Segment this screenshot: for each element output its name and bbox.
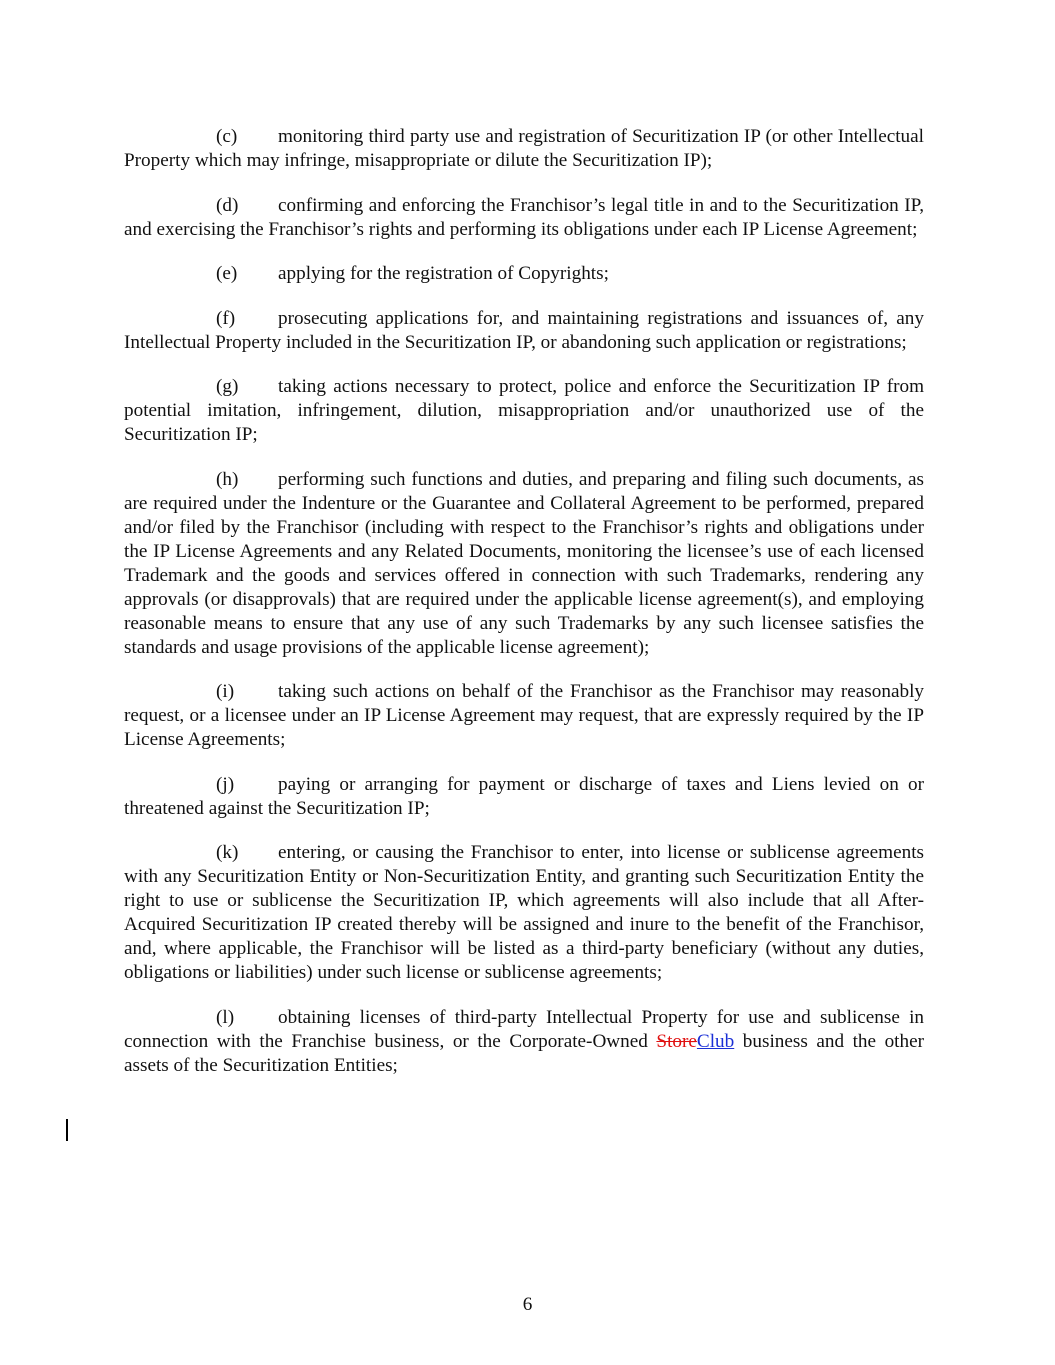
clause-text: monitoring third party use and registration of Securitization IP (or other Intellectual Property which may infringe, misappropriate or dilute the Securitization IP); [124,126,924,171]
clause-label: (l) [216,1006,235,1028]
page-number: 6 [522,1294,533,1315]
document-page [124,125,924,1098]
clause-label: (h) [216,468,239,490]
clause-text: applying for the registration of Copyrights; [278,263,609,284]
deleted-text: Store [656,1030,697,1052]
clause-label: (j) [216,773,235,795]
clause-f [124,307,924,355]
clause-j [124,773,924,821]
revision-change-bar [66,1119,68,1141]
clause-label: (c) [216,126,238,147]
clause-text: paying or arranging for payment or discharge of taxes and Liens levied on or threatened against the Securitization IP; [124,773,924,819]
clause-l [124,1006,924,1078]
clause-c [124,125,924,173]
clause-e [124,262,924,286]
clause-label: (k) [216,842,239,863]
clause-label: (f) [216,307,236,329]
clause-label: (e) [216,263,238,284]
clause-text-before: obtaining licenses of third-party Intellectual Property for use and sublicense in connection with the Franchise business, or the Corporate-Owned [124,1006,924,1052]
clause-text-after: business and the other assets of the Securitization Entities; [124,1030,924,1076]
clause-text: taking such actions on behalf of the Franchisor as the Franchisor may reasonably request, or a licensee under an IP License Agreement may request, that are expressly required by the IP License Agreements; [124,681,924,750]
inserted-text: Club [696,1030,735,1052]
clause-text: entering, or causing the Franchisor to enter, into license or sublicense agreements with any Securitization Entity or Non-Securitization Entity, and granting such Securitization Entity the right to use or sublicense the Securitization IP, which agreements will also include that all After-Acquired Securitization IP created thereby will be assigned and inure to the benefit of the Franchisor, and, where applicable, the Franchisor will be listed as a third-party beneficiary (without any duties, obligations or liabilities) under such license or sublicense agreements; [124,842,924,983]
clause-i [124,680,924,752]
clause-label: (d) [216,194,239,216]
clause-text: prosecuting applications for, and maintaining registrations and issuances of, any Intellectual Property included in the Securitization IP, or abandoning such application or registrations; [124,307,924,353]
clause-text: confirming and enforcing the Franchisor’s legal title in and to the Securitization IP, and exercising the Franchisor’s rights and performing its obligations under each IP License Agreement; [124,194,924,240]
clause-text: performing such functions and duties, and preparing and filing such documents, as are required under the Indenture or the Guarantee and Collateral Agreement to be performed, prepared and/or filed by the Franchisor (including with respect to the Franchisor’s rights and obligations under the IP License Agreements and any Related Documents, monitoring the licensee’s use of each licensed Trademark and the goods and services offered in connection with such Trademarks, rendering any approvals (or disapprovals) that are required under the applicable license agreement(s), and employing reasonable means to ensure that any use of any such Trademarks by any such licensee satisfies the standards and usage provisions of the applicable license agreement); [124,468,924,658]
clause-text: taking actions necessary to protect, police and enforce the Securitization IP from potential imitation, infringement, dilution, misappropriation and/or unauthorized use of the Securitization IP; [124,376,924,445]
clause-label: (g) [216,376,239,397]
clause-d [124,194,924,242]
clause-g [124,375,924,447]
clause-h [124,468,924,660]
clause-label: (i) [216,681,235,702]
clause-k [124,841,924,985]
